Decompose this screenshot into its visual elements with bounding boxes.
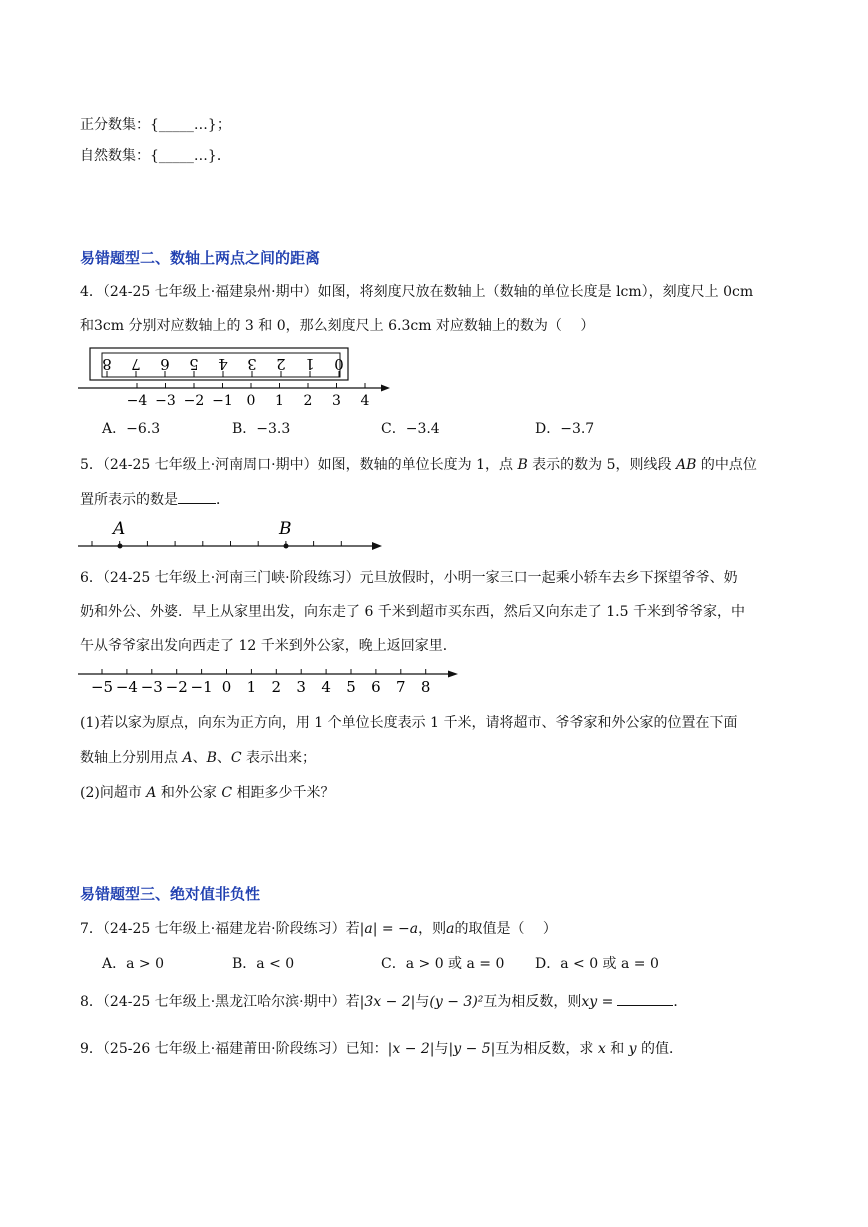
q5-text-a: 5．（24-25 七年级上·河南周口·期中）如图，数轴的单位长度为 1，点 [80,457,518,473]
q9-var-y: y [628,1041,637,1057]
q7-option-b[interactable]: B．a < 0 [232,956,295,972]
q5-text-c: 表示的数为 5，则线段 [527,457,676,473]
q9-expr1: |x − 2| [387,1041,435,1057]
q7-option-a[interactable]: A．a > 0 [102,956,164,972]
q6-line3: 午从爷爷家出发向西走了 12 千米到外公家，晚上返回家里． [80,638,457,654]
set-positive-fraction: 正分数集：{_____…}； [80,117,231,133]
q6-axis-label: 3 [296,678,306,696]
q6-sub2-text-e: 相距多少千米？ [232,785,335,801]
q6-axis-label: 4 [321,678,331,696]
ruler-label: 8 [102,355,112,373]
q9-prefix: 9．（25-26 七年级上·福建莆田·阶段练习）已知： [80,1041,388,1057]
q5-var-b: B [517,457,528,473]
q6-number-line [78,664,468,704]
section3-title: 易错题型三、绝对值非负性 [80,885,261,903]
ruler-label: 0 [334,355,344,373]
q6-axis-label: 5 [346,678,356,696]
q6-axis-label: 7 [396,678,406,696]
q9-suffix-a: 互为相反数，求 [495,1041,598,1057]
q4-ruler-figure [78,346,398,408]
q6-sub2-var-a: A [146,785,157,801]
q6-sep-2: 、 [216,750,231,766]
q8-answer-blank[interactable] [617,1005,673,1006]
q5-text-2b: ． [216,492,230,508]
q5-point-a-label: A [113,519,126,539]
q8-line [80,993,687,1011]
q6-var-a: A [182,750,193,766]
q5-text-2a: 置所表示的数是 [80,492,178,508]
q9-suffix-e: 的值． [636,1041,684,1057]
q6-axis-label: 0 [221,678,232,696]
q6-sep-1: 、 [192,750,207,766]
q4-axis-label: −4 [126,393,148,408]
q9-var-x: x [597,1041,606,1057]
q4-axis-label: 2 [303,393,313,408]
q6-sub1-line1: (1)若以家为原点，向东为正方向，用 1 个单位长度表示 1 千米，请将超市、爷爷家和外公家的位置在下面 [80,715,738,731]
q4-axis-label: 1 [275,393,284,408]
q4-axis-label: 0 [246,393,256,408]
q5-number-line [78,514,388,556]
q5-point-b-dot [284,544,289,549]
q6-axis-label: 8 [420,678,431,696]
q7-option-c[interactable]: C．a > 0 或 a = 0 [381,956,505,972]
q4-option-c[interactable]: C．−3.4 [381,421,440,437]
q6-axis-label: −4 [115,678,138,696]
q6-sub1-text-h: 表示出来； [241,750,317,766]
ruler-label: 2 [276,355,286,373]
ruler-label: 5 [189,355,199,373]
q4-number-line [78,383,390,408]
q9-suffix-c: 和 [605,1041,629,1057]
q7-var-a: a [446,921,455,937]
q8-expr3: xy = [581,994,614,1010]
q9-mid: 与 [434,1041,449,1057]
q6-var-c: C [230,750,242,766]
q8-mid2: 互为相反数，则 [483,994,582,1010]
q6-line2: 奶和外公、外婆．早上从家里出发，向东走了 6 千米到超市买东西，然后又向东走了 1.5 千米到爷爷家，中 [80,604,745,620]
q8-expr1: |3x − 2| [359,994,416,1010]
ruler-label: 6 [160,355,170,373]
q6-sub2 [80,784,334,802]
q5-text-e: 的中点位 [696,457,757,473]
q7-prefix: 7．（24-25 七年级上·福建龙岩·阶段练习）若 [80,921,360,937]
q6-sub1-line2 [80,749,316,767]
ruler [90,348,348,380]
q7-suffix: 的取值是（ ） [454,921,557,937]
q6-line1: 6．（24-25 七年级上·河南三门峡·阶段练习）元旦放假时，小明一家三口一起乘小轿车去乡下探望爷爷、奶 [80,570,738,586]
q4-axis-label: 4 [360,393,370,408]
ruler-label: 7 [131,355,141,373]
q7-line [80,920,557,938]
set-natural: 自然数集：{_____…}． [80,148,231,164]
q6-axis-label: 2 [271,678,282,696]
q4-axis-label: −2 [183,393,205,408]
q5-line1 [80,456,757,474]
q5-point-b-label: B [279,519,292,539]
q5-answer-blank[interactable] [178,503,216,504]
q8-prefix: 8．（24-25 七年级上·黑龙江哈尔滨·期中）若 [80,994,360,1010]
q6-axis-label: 1 [246,678,257,696]
q9-line [80,1040,683,1058]
q6-var-b: B [206,750,217,766]
q8-suffix: ． [673,994,688,1010]
q6-axis-label: −3 [140,678,163,696]
q8-mid1: 与 [415,994,430,1010]
q4-line2: 和3cm 分别对应数轴上的 3 和 0，那么刻度尺上 6.3cm 对应数轴上的数为（ ） [80,318,595,334]
q7-option-d[interactable]: D．a < 0 或 a = 0 [535,956,659,972]
q4-option-b[interactable]: B．−3.3 [232,421,291,437]
q8-expr2: (y − 3)² [429,994,484,1010]
q9-expr2: |y − 5| [448,1041,496,1057]
ruler-label: 1 [305,355,315,373]
q4-axis-label: 3 [332,393,341,408]
q4-option-d[interactable]: D．−3.7 [535,421,595,437]
q6-axis-label: −2 [165,678,188,696]
q6-sub2-text-c: 和外公家 [156,785,222,801]
q5-point-a-dot [118,544,123,549]
q6-axis-label: 6 [371,678,381,696]
ruler-label: 3 [247,355,257,373]
q4-option-a[interactable]: A．−6.3 [102,421,161,437]
q4-line1: 4．（24-25 七年级上·福建泉州·期中）如图，将刻度尺放在数轴上（数轴的单位长度是 lcm），刻度尺上 0cm [80,284,754,300]
q6-sub2-var-c: C [221,785,233,801]
q6-sub1-text-b: 数轴上分别用点 [80,750,183,766]
q4-axis-label: −1 [212,393,233,408]
q6-axis-label: −5 [90,678,114,696]
q4-axis-label: −3 [155,393,176,408]
q7-mid: ，则 [418,921,447,937]
q6-sub2-text-a: (2)问超市 [80,785,147,801]
q5-line2 [80,491,230,509]
section2-title: 易错题型二、数轴上两点之间的距离 [80,249,321,267]
q7-condition: |a| = −a [359,921,419,937]
q6-axis-label: −1 [190,678,213,696]
q5-var-ab: AB [676,457,697,473]
ruler-label: 4 [218,355,228,373]
